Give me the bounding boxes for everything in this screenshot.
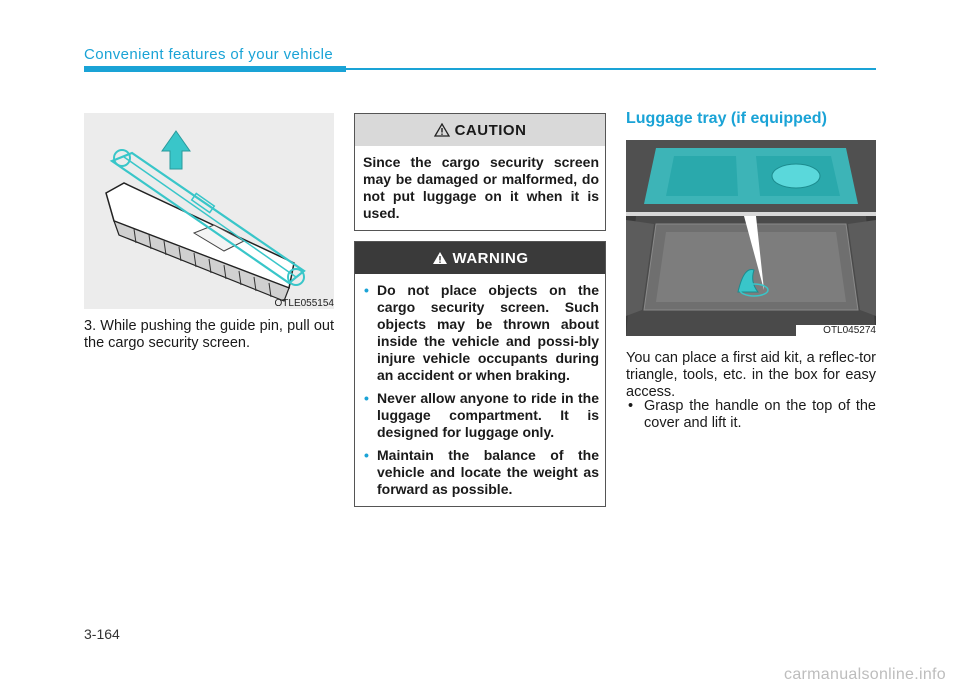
caution-text: Since the cargo security screen may be damaged or malformed, do not put luggage on it when it is used. bbox=[363, 154, 599, 221]
watermark: carmanualsonline.info bbox=[784, 666, 946, 683]
header-rule bbox=[346, 68, 876, 70]
bullet-text: Grasp the handle on the top of the cover and lift it. bbox=[644, 398, 876, 431]
warning-box bbox=[354, 241, 606, 507]
warning-title: WARNING bbox=[452, 249, 529, 267]
caution-triangle-icon bbox=[434, 123, 450, 137]
warning-item: • Maintain the balance of the vehicle and locate the weight as forward as possible. bbox=[363, 447, 599, 498]
bullet-dot: • bbox=[628, 398, 634, 414]
step-3-instruction bbox=[84, 318, 334, 352]
section-header-title: Convenient features of your vehicle bbox=[84, 46, 334, 63]
luggage-tray-title: Luggage tray (if equipped) bbox=[626, 110, 827, 127]
warning-header bbox=[355, 242, 605, 274]
step-text: While pushing the guide pin, pull out the cargo security screen. bbox=[84, 318, 335, 351]
header-accent-bar bbox=[84, 66, 346, 72]
warning-list bbox=[363, 282, 599, 498]
cargo-screen-illustration bbox=[84, 113, 334, 309]
figure-label-left: OTLE055154 bbox=[274, 298, 334, 309]
warning-item: • Never allow anyone to ride in the luggage compartment. It is designed for luggage only. bbox=[363, 390, 599, 441]
cargo-screen-drawing bbox=[84, 113, 334, 309]
caution-header bbox=[355, 114, 605, 146]
caution-title: CAUTION bbox=[454, 121, 527, 139]
caution-body bbox=[355, 146, 605, 230]
warning-body bbox=[355, 274, 605, 506]
luggage-tray-description: You can place a first aid kit, a reflec-tor triangle, tools, etc. in the box for easy access. bbox=[626, 350, 876, 400]
luggage-tray-drawing bbox=[626, 140, 876, 336]
luggage-tray-bullet bbox=[626, 398, 876, 432]
page-number: 3-164 bbox=[84, 626, 120, 642]
warning-item: • Do not place objects on the cargo security screen. Such objects may be thrown about inside the vehicle and possi-bly injure vehicle occupants during an accident or when braking. bbox=[363, 282, 599, 384]
figure-label-right: OTL045274 bbox=[796, 325, 876, 336]
step-number: 3. bbox=[84, 318, 97, 334]
luggage-tray-photo bbox=[626, 140, 876, 336]
caution-box bbox=[354, 113, 606, 231]
warning-triangle-icon bbox=[432, 251, 448, 265]
